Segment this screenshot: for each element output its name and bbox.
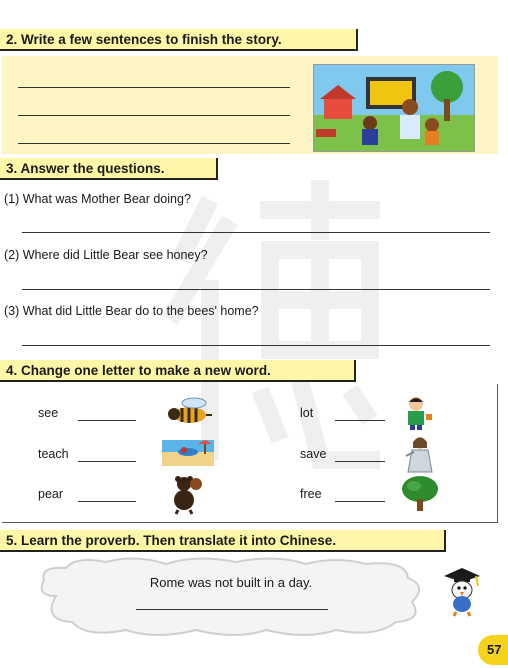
woman-icon [404, 436, 434, 477]
tree-icon [400, 475, 440, 516]
question-3: (3) What did Little Bear do to the bees' home? [4, 304, 259, 318]
writing-line-3[interactable] [18, 143, 290, 144]
section-5-title: 5. Learn the proverb. Then translate it into Chinese. [0, 530, 446, 552]
writing-line-2[interactable] [18, 115, 290, 116]
translation-line[interactable] [136, 609, 328, 610]
proverb-text: Rome was not built in a day. [149, 575, 313, 590]
blank-free[interactable] [335, 501, 385, 502]
bee-icon [162, 397, 214, 432]
word-lot: lot [300, 406, 314, 420]
section-4-title: 4. Change one letter to make a new word. [0, 360, 356, 382]
graduate-bird-icon [440, 566, 482, 621]
word-teach: teach [38, 447, 69, 461]
answer-line-2[interactable] [22, 289, 490, 290]
beach-icon [162, 440, 214, 471]
section-3-title: 3. Answer the questions. [0, 158, 218, 180]
word-free: free [300, 487, 322, 501]
boy-icon [402, 396, 434, 435]
word-pear: pear [38, 487, 64, 501]
blank-see[interactable] [78, 420, 136, 421]
proverb-cloud [36, 556, 426, 643]
blank-pear[interactable] [78, 501, 136, 502]
answer-line-1[interactable] [22, 232, 490, 233]
word-see: see [38, 406, 59, 420]
writing-line-1[interactable] [18, 87, 290, 88]
page-number: 57 [487, 642, 502, 657]
blank-teach[interactable] [78, 461, 136, 462]
answer-line-3[interactable] [22, 345, 490, 346]
question-2: (2) Where did Little Bear see honey? [4, 248, 208, 262]
section-2-title: 2. Write a few sentences to finish the story. [0, 29, 358, 51]
blank-lot[interactable] [335, 420, 385, 421]
word-save: save [300, 447, 327, 461]
bear-icon [168, 474, 204, 519]
question-1: (1) What was Mother Bear doing? [4, 192, 191, 206]
blank-save[interactable] [335, 461, 385, 462]
story-picture [313, 64, 475, 152]
